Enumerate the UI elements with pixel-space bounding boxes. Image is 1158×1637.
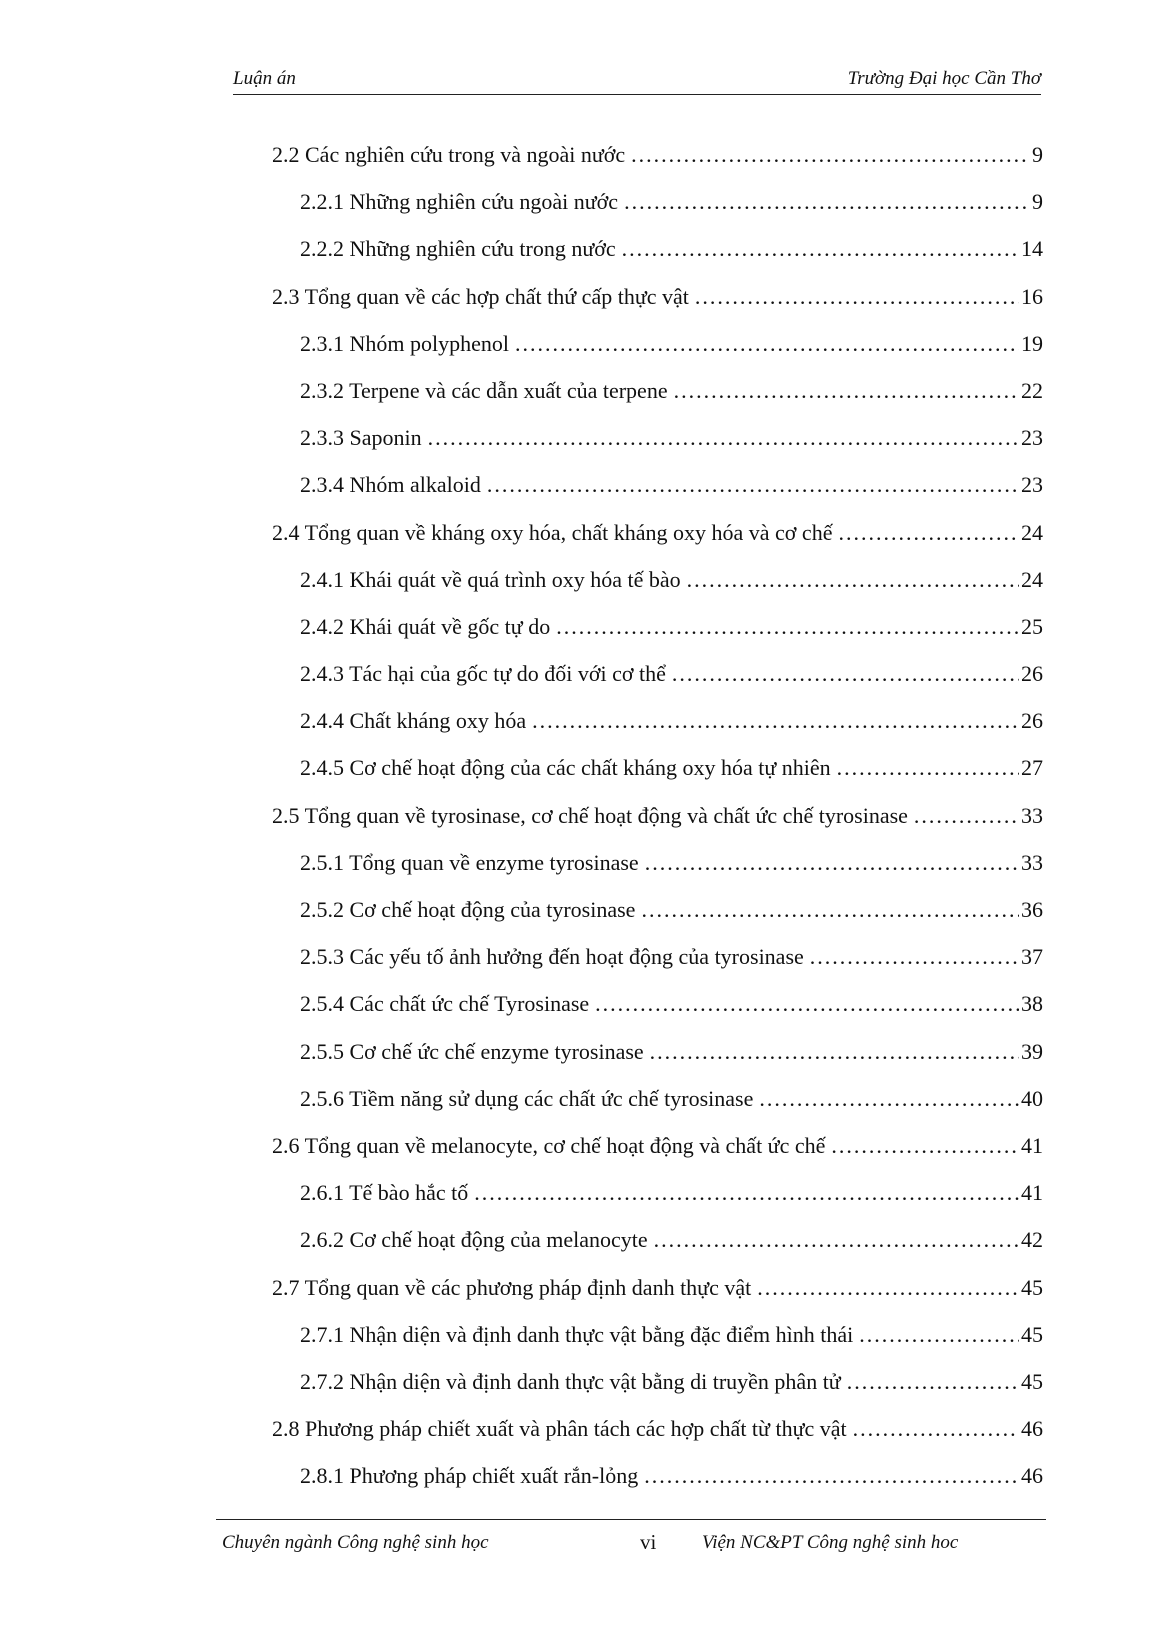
toc-dot-leader [641, 886, 1019, 933]
toc-entry-title: 2.4.4 Chất kháng oxy hóa [300, 708, 527, 734]
toc-entry-title: 2.5.2 Cơ chế hoạt động của tyrosinase [300, 897, 636, 922]
header-right-text: Trường Đại học Cần Thơ [847, 68, 1041, 89]
toc-dot-leader [853, 1405, 1019, 1452]
toc-entry-page: 25 [1021, 613, 1043, 639]
toc-dot-leader [672, 650, 1019, 697]
toc-entry[interactable] [272, 1452, 1043, 1499]
toc-entry[interactable] [272, 839, 1043, 886]
toc-entry-title: 2.2 Các nghiên cứu trong và ngoài nước [272, 142, 626, 167]
toc-entry-title: 2.7.1 Nhận diện và định danh thực vật bằng đặc điểm hình thái [300, 1321, 854, 1347]
toc-entry[interactable] [272, 650, 1043, 697]
toc-dot-leader [532, 697, 1019, 744]
page-header [233, 68, 1041, 95]
toc-dot-leader [428, 414, 1019, 461]
toc-entry-title: 2.5.6 Tiềm năng sử dụng các chất ức chế tyrosinase [300, 1085, 754, 1111]
toc-entry[interactable] [272, 367, 1043, 414]
toc-entry[interactable] [272, 1075, 1043, 1122]
toc-entry-title: 2.7.2 Nhận diện và định danh thực vật bằng di truyền phân tử [300, 1368, 841, 1394]
toc-entry-page: 24 [1021, 519, 1043, 545]
toc-entry-title: 2.4.1 Khái quát về quá trình oxy hóa tế bào [300, 566, 681, 592]
toc-entry-page: 37 [1021, 944, 1043, 970]
toc-entry[interactable] [272, 1169, 1043, 1216]
toc-entry-title: 2.6 Tổng quan về melanocyte, cơ chế hoạt động và chất ức chế [272, 1132, 826, 1158]
toc-dot-leader [622, 225, 1019, 272]
toc-entry-page: 40 [1021, 1085, 1043, 1111]
toc-dot-leader [624, 178, 1030, 225]
page-footer [216, 1519, 1046, 1560]
toc-entry-page: 45 [1021, 1274, 1043, 1300]
toc-entry-title: 2.2.1 Những nghiên cứu ngoài nước [300, 189, 619, 215]
footer-left-text: Chuyên ngành Công nghệ sinh học [222, 1532, 489, 1553]
toc-entry-page: 19 [1021, 330, 1043, 356]
toc-entry-title: 2.3.4 Nhóm alkaloid [300, 472, 481, 498]
toc-entry[interactable] [272, 886, 1043, 933]
toc-entry-page: 41 [1021, 1180, 1043, 1206]
toc-entry[interactable] [272, 414, 1043, 461]
toc-dot-leader [695, 273, 1019, 320]
toc-entry-page: 9 [1032, 189, 1043, 215]
toc-entry-page: 39 [1021, 1038, 1043, 1064]
toc-entry[interactable] [272, 1216, 1043, 1263]
toc-entry-page: 26 [1021, 661, 1043, 687]
toc-entry[interactable] [272, 556, 1043, 603]
toc-dot-leader [556, 603, 1019, 650]
toc-entry[interactable] [272, 1122, 1043, 1169]
toc-entry[interactable] [272, 603, 1043, 650]
toc-entry-page: 23 [1021, 425, 1043, 451]
toc-entry[interactable] [272, 744, 1043, 791]
toc-entry-title: 2.3.3 Saponin [300, 425, 422, 451]
toc-entry[interactable] [272, 1358, 1043, 1405]
toc-entry[interactable] [272, 1311, 1043, 1358]
toc-dot-leader [847, 1358, 1019, 1405]
toc-entry[interactable] [272, 697, 1043, 744]
table-of-contents [272, 131, 1043, 1499]
toc-entry-page: 42 [1021, 1227, 1043, 1253]
toc-entry-title: 2.2.2 Những nghiên cứu trong nước [300, 236, 616, 262]
toc-entry-title: 2.5.4 Các chất ức chế Tyrosinase [300, 991, 590, 1017]
toc-dot-leader [810, 933, 1019, 980]
page-number: vi [640, 1530, 657, 1554]
toc-entry-title: 2.5 Tổng quan về tyrosinase, cơ chế hoạt động và chất ức chế tyrosinase [272, 802, 908, 828]
toc-dot-leader [759, 1075, 1019, 1122]
toc-dot-leader [837, 744, 1019, 791]
toc-entry-title: 2.5.1 Tổng quan về enzyme tyrosinase [300, 849, 639, 875]
toc-entry-page: 38 [1021, 991, 1043, 1017]
toc-entry[interactable] [272, 461, 1043, 508]
toc-entry[interactable] [272, 980, 1043, 1027]
toc-entry-page: 46 [1021, 1463, 1043, 1489]
toc-entry-page: 41 [1021, 1132, 1043, 1158]
toc-entry[interactable] [272, 792, 1043, 839]
toc-dot-leader [914, 792, 1019, 839]
toc-dot-leader [487, 461, 1019, 508]
toc-dot-leader [674, 367, 1019, 414]
toc-entry-page: 46 [1021, 1416, 1043, 1442]
toc-entry-title: 2.5.3 Các yếu tố ảnh hưởng đến hoạt động của tyrosinase [300, 944, 804, 970]
toc-dot-leader [645, 839, 1019, 886]
toc-entry-page: 36 [1021, 897, 1043, 922]
toc-dot-leader [631, 131, 1030, 178]
toc-entry-page: 27 [1021, 755, 1043, 781]
toc-entry-page: 33 [1021, 802, 1043, 828]
toc-dot-leader [831, 1122, 1019, 1169]
toc-dot-leader [757, 1264, 1019, 1311]
toc-entry-page: 45 [1021, 1321, 1043, 1347]
toc-entry[interactable] [272, 1405, 1043, 1452]
toc-entry[interactable] [272, 933, 1043, 980]
toc-entry[interactable] [272, 1264, 1043, 1311]
toc-entry[interactable] [272, 509, 1043, 556]
toc-entry-page: 26 [1021, 708, 1043, 734]
toc-entry-title: 2.6.2 Cơ chế hoạt động của melanocyte [300, 1227, 648, 1253]
toc-entry[interactable] [272, 178, 1043, 225]
toc-dot-leader [650, 1028, 1019, 1075]
toc-entry-title: 2.8 Phương pháp chiết xuất và phân tách các hợp chất từ thực vật [272, 1416, 847, 1442]
toc-entry-page: 33 [1021, 849, 1043, 875]
toc-entry[interactable] [272, 225, 1043, 272]
toc-entry-page: 22 [1021, 377, 1043, 403]
toc-dot-leader [644, 1452, 1019, 1499]
toc-entry-title: 2.4.2 Khái quát về gốc tự do [300, 613, 551, 639]
toc-entry-title: 2.4.3 Tác hại của gốc tự do đối với cơ thể [300, 661, 666, 687]
toc-entry-title: 2.3.2 Terpene và các dẫn xuất của terpene [300, 377, 668, 403]
toc-entry-page: 16 [1021, 283, 1043, 309]
toc-dot-leader [474, 1169, 1019, 1216]
toc-entry[interactable] [272, 273, 1043, 320]
header-left-text: Luận án [233, 68, 296, 89]
toc-entry[interactable] [272, 1028, 1043, 1075]
toc-entry-title: 2.7 Tổng quan về các phương pháp định danh thực vật [272, 1274, 752, 1300]
toc-entry-title: 2.4 Tổng quan về kháng oxy hóa, chất kháng oxy hóa và cơ chế [272, 519, 833, 545]
toc-entry-title: 2.6.1 Tế bào hắc tố [300, 1180, 469, 1206]
toc-entry-page: 24 [1021, 566, 1043, 592]
toc-entry-title: 2.3 Tổng quan về các hợp chất thứ cấp thực vật [272, 283, 689, 309]
toc-entry-page: 14 [1021, 236, 1043, 262]
toc-dot-leader [515, 320, 1019, 367]
toc-dot-leader [595, 980, 1019, 1027]
toc-entry-title: 2.8.1 Phương pháp chiết xuất rắn-lỏng [300, 1463, 639, 1489]
toc-entry[interactable] [272, 320, 1043, 367]
toc-entry-page: 23 [1021, 472, 1043, 498]
toc-entry-title: 2.5.5 Cơ chế ức chế enzyme tyrosinase [300, 1038, 644, 1064]
toc-dot-leader [687, 556, 1019, 603]
footer-right-text: Viện NC&PT Công nghệ sinh hoc [702, 1532, 959, 1553]
toc-dot-leader [838, 509, 1019, 556]
toc-dot-leader [859, 1311, 1019, 1358]
toc-entry-title: 2.4.5 Cơ chế hoạt động của các chất kháng oxy hóa tự nhiên [300, 755, 831, 781]
toc-entry-page: 45 [1021, 1368, 1043, 1394]
toc-entry-title: 2.3.1 Nhóm polyphenol [300, 330, 509, 356]
toc-entry[interactable] [272, 131, 1043, 178]
toc-entry-page: 9 [1032, 142, 1043, 167]
toc-dot-leader [654, 1216, 1019, 1263]
